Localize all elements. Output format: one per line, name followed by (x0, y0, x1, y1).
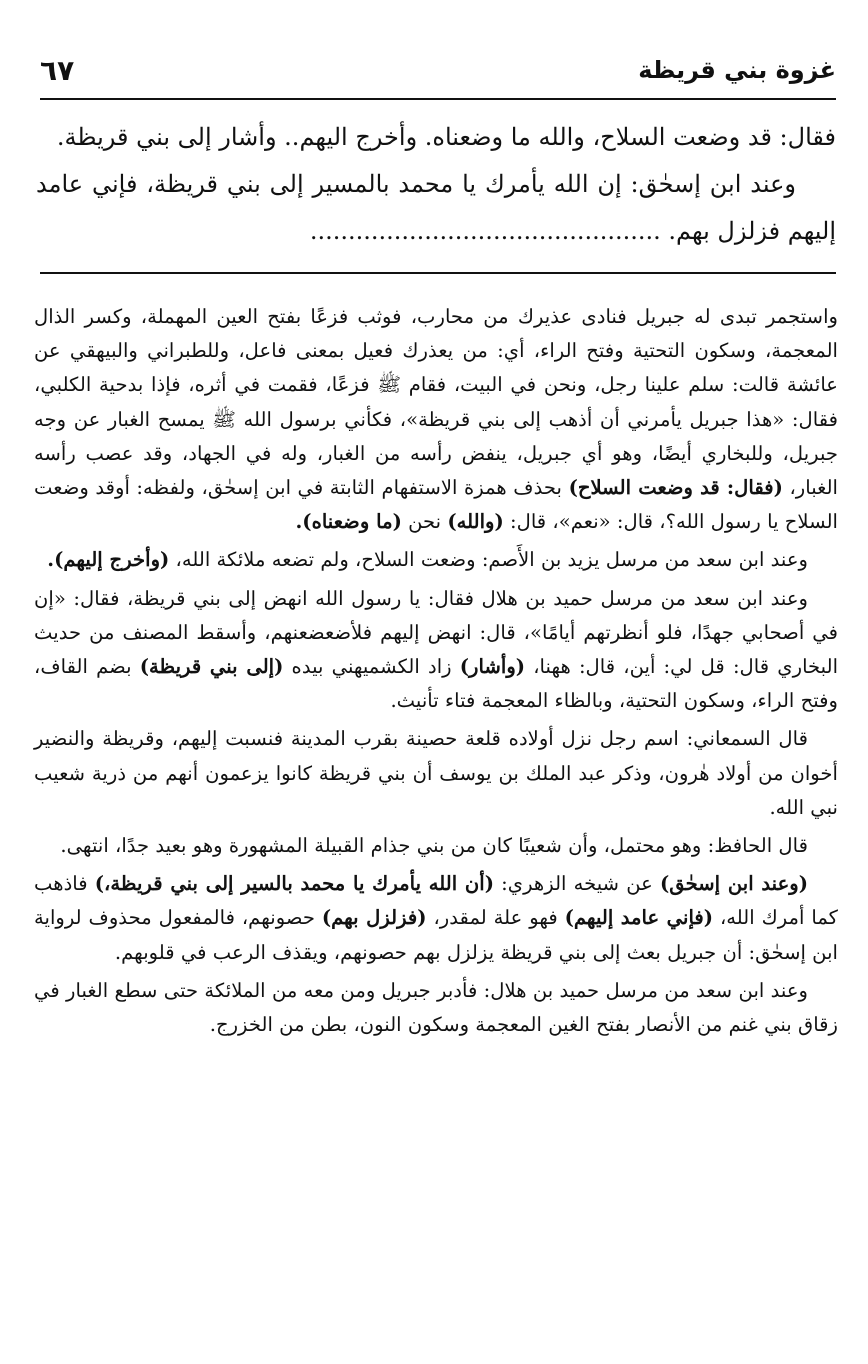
quoted-phrase: (وأشار) (459, 655, 526, 679)
commentary-span: وعند ابن سعد من مرسل يزيد بن الأَصم: وضعت السلاح، ولم تضعه ملائكة الله، (175, 548, 808, 572)
ellipsis-dots: .............................................. (309, 217, 661, 245)
main-text-paragraph: فقال: قد وضعت السلاح، والله ما وضعناه. وأخرج اليهم.. وأشار إلى بني قريظة. (56, 123, 836, 151)
page-header (40, 52, 836, 100)
quoted-phrase: (وعند ابن إسحٰق) (659, 872, 808, 896)
commentary-paragraph (34, 543, 838, 577)
quoted-phrase: (والله) (447, 510, 504, 534)
main-text-sentence: وعند ابن إسحٰق: إن الله يأمرك يا محمد بالمسير إلى بني قريظة، فإني عامد إليهم فزلزل بهم. (36, 170, 836, 245)
quoted-phrase: (فقال: قد وضعت السلاح) (568, 476, 783, 500)
commentary-paragraph (34, 582, 838, 719)
quoted-phrase: (فإني عامد إليهم) (564, 906, 714, 930)
commentary-span: فهو علة لمقدر، (433, 906, 558, 930)
page-number: ٦٧ (40, 54, 75, 87)
chapter-title: غزوة بني قريظة (638, 56, 836, 84)
commentary-span: وعند ابن سعد من مرسل حميد بن هلال فقال: يا رسول الله انهض إلى بني قريظة، فقال: «إن في أصحابي جهدًا، فلو أنظرتهم أيامًا»، قال: انهض إليهم فلأضعضعنهم، وأسقط المصنف من حديث البخاري قال: قل لي: أين، قال: ههنا، (34, 586, 839, 679)
commentary-paragraph: وعند ابن سعد من مرسل حميد بن هلال: فأدبر جبريل ومن معه من الملائكة حتى سطع الغبار في زقاق بني غنم من الأنصار بفتح الغين المعجمة وسكون النون، بطن من الخزرج. (34, 978, 838, 1037)
quoted-phrase: (أن الله يأمرك يا محمد بالسير إلى بني قريظة،) (94, 872, 495, 896)
commentary-span: حصونهم، فالمفعول محذوف لرواية ابن إسحٰق: أن جبريل بعث إلى بني قريظة يزلزل بهم حصونهم، ويقذف الرعب في قلوبهم. (34, 906, 838, 964)
commentary-text (34, 300, 838, 1046)
commentary-paragraph: قال السمعاني: اسم رجل نزل أولاده قلعة حصينة بقرب المدينة فنسبت إليهم، وقريظة والنضير أخوان من أولاد هٰرون، وذكر عبد الملك بن يوسف أن بني قريظة كانوا يزعمون أنهم من ذرية شعيب نبي الله. (34, 727, 838, 819)
quoted-phrase: (فزلزل بهم) (321, 906, 427, 930)
main-text-paragraph (36, 161, 836, 255)
quoted-phrase: (ما وضعناه). (295, 510, 402, 534)
commentary-span: عن شيخه الزهري: (501, 872, 653, 896)
main-text (36, 114, 836, 255)
section-divider (40, 272, 836, 274)
commentary-paragraph (34, 300, 838, 539)
commentary-paragraph (34, 867, 838, 970)
commentary-span: نحن (408, 510, 442, 534)
quoted-phrase: (وأخرج إليهم). (47, 548, 170, 572)
commentary-span: بضم القاف، وفتح الراء، وسكون التحتية، وبالظاء المعجمة فتاء تأنيث. (34, 655, 838, 713)
commentary-paragraph: قال الحافظ: وهو محتمل، وأن شعيبًا كان من بني جذام القبيلة المشهورة وهو بعيد جدًا، انتهى. (60, 834, 808, 858)
commentary-span: واستجمر تبدى له جبريل فنادى عذيرك من محارب، فوثب فزعًا بفتح العين المهملة، وكسر الذال المعجمة، وسكون التحتية وفتح الراء، أي: من يعذرك فعيل بمعنى فاعل، وللطبراني والبيهقي عن عائشة قالت: سلم علينا رجل، ونحن في البيت، فقام ﷺ فزعًا، فقمت في أثره، فإذا بدحية الكلبي، فقال: «هذا جبريل يأمرني أن أذهب إلى بني قريظة»، فكأني برسول الله ﷺ يمسح الغبار عن وجه جبريل، وللبخاري أيضًا، وهو أي جبريل، ينفض رأسه من الغبار، وله في الجهاد، وقد عصب رأسه الغبار، (34, 305, 838, 500)
commentary-span: بحذف همزة الاستفهام الثابتة في ابن إسحٰق، ولفظه: أوقد وضعت السلاح يا رسول الله؟، قال: «نعم»، قال: (34, 476, 838, 534)
commentary-span: زاد الكشميهني بيده (291, 655, 452, 679)
quoted-phrase: (إلى بني قريظة) (139, 655, 284, 679)
commentary-span: فاذهب كما أمرك الله، (34, 872, 838, 930)
